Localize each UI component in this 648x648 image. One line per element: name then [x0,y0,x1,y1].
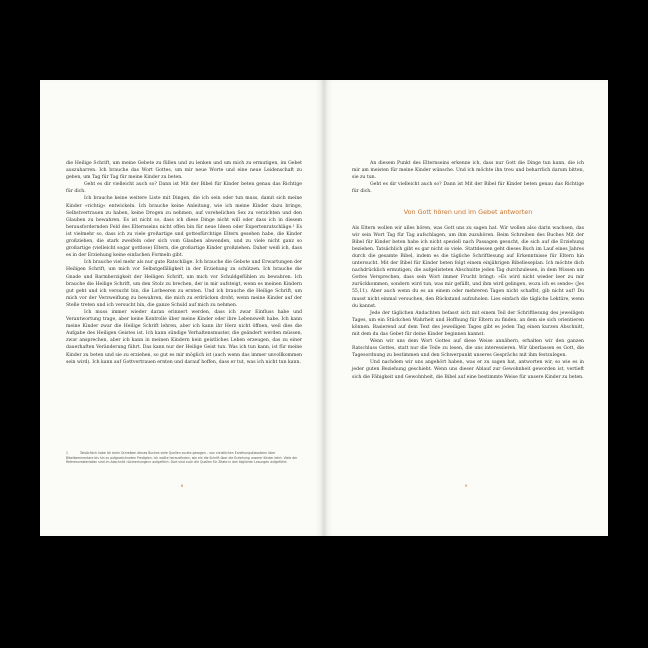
paragraph: Geht es dir vielleicht auch so? Dann ist Mit der Bibel für Kinder beten genau das Richtige für dich. [352,182,584,195]
paragraph: Geht es dir vielleicht auch so? Dann ist Mit der Bibel für Kinder beten genau das Richtige für dich. [66,182,302,195]
footnote [66,451,302,465]
paragraph: Jede der täglichen Andachten befasst sich mit einem Teil der Schriftlesung des jeweiligen Tages, um ein Stückchen Wahrheit und Hoffnung für Eltern zu finden, an dem sie sich orientieren können. Basierend auf dem Text des jeweiligen Tages gibt es jeden Tag einen kurzen Abschnitt, mit dem du das Gebet für deine Kinder beginnen kannst. [352,310,584,337]
paragraph: Und nachdem wir uns angehört haben, was er zu sagen hat, antworten wir, so wie es in jeder guten Beziehung geschieht. Wenn uns dieser Ablauf zur Gewohnheit geworden ist, vertieft sich die Fähigkeit und Gewohnheit, die Bibel auf eine bestimmte Weise für unsere Kinder zu beten. [352,360,584,380]
footnote-text: Tatsächlich habe ich beim Schreiben dieses Buches viele Quellen zurate gezogen – von christlichen Erziehungsklassikern über Bibelkommentare bis hin zu aufgezeichneten Predigten. Ich wollte herausfinden, wie ein die Schrift über die Erziehung unserer Kinder lehrt. Viele der Referenzmaterialien sind im Abschnitt »Anmerkungen« aufgeführt. Dort sind auch die Quellen für Zitate in den täglichen Lesungen aufgeführt. [66,451,298,465]
paragraph: die Heilige Schrift, um meine Gebete zu füllen und zu lenken und um mich zu ermutigen, im Gebet auszuharren. Ich brauche das Wort Gottes, um mir neue Worte und eine neue Leidenschaft zu geben, um Tag für Tag für meine Kinder zu beten. [66,161,302,181]
page-number: 9 [464,483,468,488]
paragraph: Ich brauche viel mehr als nur gute Ratschläge. Ich brauche die Gebote und Erwartungen der Heiligen Schrift, um mich vor Selbstgefälligkeit in der Erziehung zu schützen. Ich brauche die Gnade und Barmherzigkeit der Heiligen Schrift, um mich vor Schuldgefühlen zu bewahren. Ich brauche die Heilige Schrift, um den Stolz zu brechen, der in mir aufsteigt, wenn es meinen Kindern gut geht und ich versucht bin, die Lorbeeren zu ernten. Und ich brauche die Heilige Schrift, um mich vor der Verzweiflung zu bewahren, die mich zu erdrücken droht, wenn meine Kinder auf der Stelle treten und ich versucht bin, die ganze Schuld auf mich zu nehmen. [66,260,302,308]
paragraph: Als Eltern wollen wir alles hören, was Gott uns zu sagen hat. Wir wollen also darin wachsen, das wir sein Wort Tag für Tag aufschlagen, um ihm zuzuhören. Beim Schreiben des Buches Mit der Bibel für Kinder beten habe ich nicht speziell nach Passagen gesucht, die sich auf die Erziehung beziehen. Tatsächlich gibt es gar nicht so viele. Stattdessen geht dieses Buch im Lauf eines Jahres durch die gesamte Bibel, indem es die tägliche Schriftlesung auf Erkenntnisse für Eltern hin untersucht. Mit der Bibel für Kinder beten folgt einem einjährigen Bibelleseplan. Ich möchte dich nachdrücklich ermutigen, die aufgelisteten Abschnitte jeden Tag durchzulesen, in dem Wissen um Gottes Versprechen, dass sein Wort immer Frucht bringt: »Es wird nicht wieder leer zu mir zurückkommen, sondern wird tun, was mir gefällt, und ihm wird gelingen, wozu ich es sende« (Jes 55,11). Aber auch wenn du es an einem oder mehreren Tagen nicht schaffst, gib nicht auf! Du musst nicht einmal versuchen, den Rückstand aufzuholen. Lies einfach die tägliche Lektüre, wenn du kannst. [352,225,584,309]
page-number: 8 [180,483,184,488]
paragraph: An diesem Punkt des Elternseins erkenne ich, dass nur Gott die Dinge tun kann, die ich mir am meisten für meine Kinder wünsche. Und ich möchte ihn treu und beharrlich darum bitten, sie zu tun. [352,161,584,181]
left-page-body [66,160,302,366]
paragraph: Wenn wir uns dem Wort Gottes auf diese Weise annähern, erhalten wir den ganzen Ratschluss Gottes, statt nur die Teile zu lesen, die uns interessieren. Wir überlassen es Gott, die Tagesordnung zu bestimmen und den Schwerpunkt unseres Gesprächs mit ihm festzulegen. [352,339,584,359]
paragraph: Ich muss immer wieder daran erinnert werden, dass ich zwar Einfluss habe und Verantwortung trage, aber keine Kontrolle über meine Kinder oder ihre Lebenswelt habe. Ich kann meine Kinder zwar die Heilige Schrift lehren, aber ich kann ihr Herz nicht öffnen, weil dies die Aufgabe des Heiligen Geistes ist. Ich kann sündige Verhaltensmuster, die geändert werden müssen, zwar ansprechen, aber ich kann in meinen Kindern kein geistliches Leben erzeugen, das zu einer dauerhaften Veränderung führt. Das kann nur der Heilige Geist tun. Was ich tun kann, ist für meine Kinder zu beten und sie zu erziehen, so gut es mir möglich ist (auch wenn das immer unvollkommen sein wird). Ich kann auf Gottvertrauen ernten und darauf hoffen, dass er tut, was ich nicht tun kann. [66,309,302,365]
right-page [324,80,608,536]
paragraph: Ich brauche keine weitere Liste mit Dingen, die ich sein oder tun muss, damit sich meine Kinder »richtig« entwickeln. Ich brauche keine Anleitung, wie ich meine Kinder dazu bringe, Selbstvertrauen zu haben, keine Drogen zu nehmen, auf vorehelichen Sex zu verzichten und den Glauben zu bewahren. Es ist nicht so, dass ich diese Dinge nicht will oder dass ich in diesem herausfordernden Feld des Elternseins nicht offen bin für neue Ideen oder Expertenratschläge.¹ Es ist vielmehr so, dass ich zu viele großartige und gottesfürchtige Eltern gesehen habe, die Kinder großziehen, die stark zweifeln oder sich vom Glauben abwenden, und zu viele nicht ganz so großartige (vielleicht sogar gottlose) Eltern, die großartige Kinder großziehen. Daher weiß ich, dass es in der Erziehung keine einfachen Formeln gibt. [66,196,302,259]
left-page [40,80,324,536]
right-page-body [352,160,584,381]
section-heading: Von Gott hören und im Gebet antworten [403,208,533,217]
footnote-number: 1 [66,451,68,455]
book-spread [40,80,608,536]
